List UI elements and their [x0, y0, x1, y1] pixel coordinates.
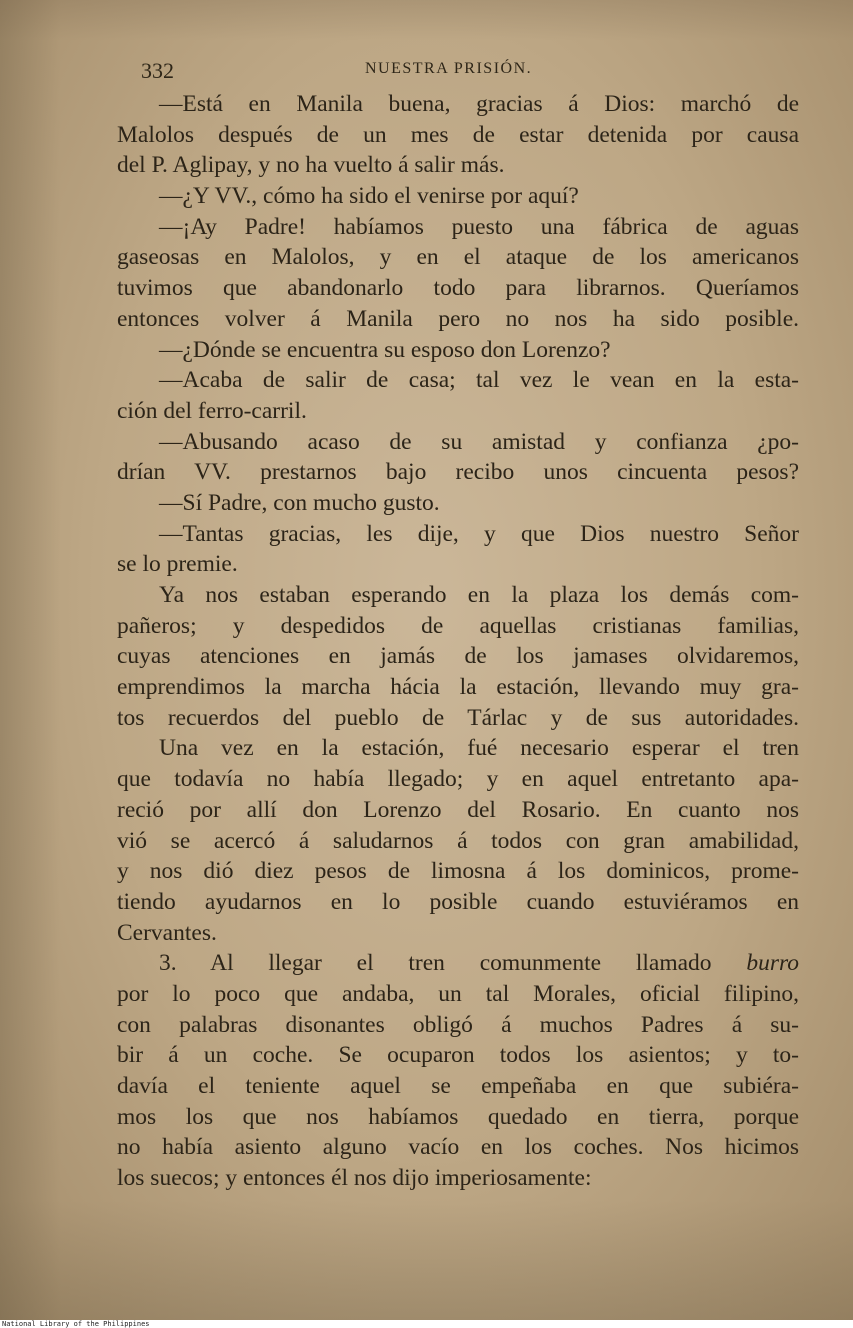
- text-line: los suecos; y entonces él nos dijo imperiosamente:: [117, 1165, 592, 1192]
- text-line: no había asiento alguno vacío en los coches. Nos hicimos: [117, 1134, 799, 1161]
- text-line: emprendimos la marcha hácia la estación, llevando muy gra-: [117, 674, 799, 701]
- page-header: [0, 58, 853, 88]
- text-line: entonces volver á Manila pero no nos ha sido posible.: [117, 305, 799, 332]
- text-line: davía el teniente aquel se empeñaba en que subiéra-: [117, 1073, 799, 1099]
- text-line: Malolos después de un mes de estar detenida por causa: [117, 121, 799, 148]
- text-line: Ya nos estaban esperando en la plaza los demás com-: [159, 582, 799, 608]
- page-shadow-bottom: [0, 1200, 853, 1320]
- text-line: —¡Ay Padre! habíamos puesto una fábrica de aguas: [159, 213, 799, 240]
- text-line: gaseosas en Malolos, y en el ataque de los americanos: [117, 244, 799, 271]
- italic-word-burro: burro: [746, 950, 799, 977]
- text-line: con palabras disonantes obligó á muchos Padres á su-: [117, 1011, 799, 1038]
- text-line: —¿Dónde se encuentra su esposo don Lorenzo?: [159, 336, 611, 363]
- text-line: —Tantas gracias, les dije, y que Dios nuestro Señor: [159, 520, 799, 547]
- text-line: Cervantes.: [117, 919, 217, 946]
- text-line-with-italic: [117, 948, 799, 979]
- text-line: ción del ferro-carril.: [117, 397, 307, 424]
- library-credit: National Library of the Philippines: [2, 1320, 150, 1328]
- text-line: bir á un coche. Se ocuparon todos los asientos; y to-: [117, 1042, 799, 1069]
- text-line: por lo poco que andaba, un tal Morales, oficial filipino,: [117, 980, 799, 1007]
- text-line: vió se acercó á saludarnos á todos con gran amabilidad,: [117, 827, 799, 854]
- text-line: drían VV. prestarnos bajo recibo unos cincuenta pesos?: [117, 459, 799, 486]
- running-title: NUESTRA PRISIÓN.: [365, 60, 533, 77]
- text-line: pañeros; y despedidos de aquellas cristianas familias,: [117, 612, 799, 639]
- page-number: 332: [141, 58, 174, 83]
- page-shadow-top: [0, 0, 853, 40]
- text-line: y nos dió diez pesos de limosna á los dominicos, prome-: [117, 858, 799, 885]
- text-line: del P. Aglipay, y no ha vuelto á salir más.: [117, 152, 505, 179]
- text-line: —Acaba de salir de casa; tal vez le vean en la esta-: [159, 367, 799, 394]
- text-line: —Está en Manila buena, gracias á Dios: marchó de: [159, 91, 799, 117]
- page-shadow-left: [0, 0, 60, 1320]
- text-line: —¿Y VV., cómo ha sido el venirse por aquí?: [159, 183, 579, 210]
- text-line: tiendo ayudarnos en lo posible cuando estuviéramos en: [117, 888, 799, 915]
- text-line: —Abusando acaso de su amistad y confianza ¿po-: [159, 428, 799, 455]
- text-line: reció por allí don Lorenzo del Rosario. En cuanto nos: [117, 796, 799, 823]
- text-line: se lo premie.: [117, 551, 238, 578]
- body-text: [117, 89, 799, 1194]
- text-line: cuyas atenciones en jamás de los jamases olvidaremos,: [117, 643, 799, 670]
- section-3-text: 3. Al llegar el tren comunmente llamado: [159, 950, 712, 977]
- text-line: Una vez en la estación, fué necesario esperar el tren: [159, 735, 799, 762]
- text-line: tuvimos que abandonarlo todo para librarnos. Queríamos: [117, 275, 799, 302]
- text-line: tos recuerdos del pueblo de Tárlac y de sus autoridades.: [117, 704, 799, 731]
- text-line: —Sí Padre, con mucho gusto.: [159, 489, 440, 516]
- text-line: que todavía no había llegado; y en aquel entretanto apa-: [117, 766, 799, 793]
- text-line: mos los que nos habíamos quedado en tierra, porque: [117, 1103, 799, 1130]
